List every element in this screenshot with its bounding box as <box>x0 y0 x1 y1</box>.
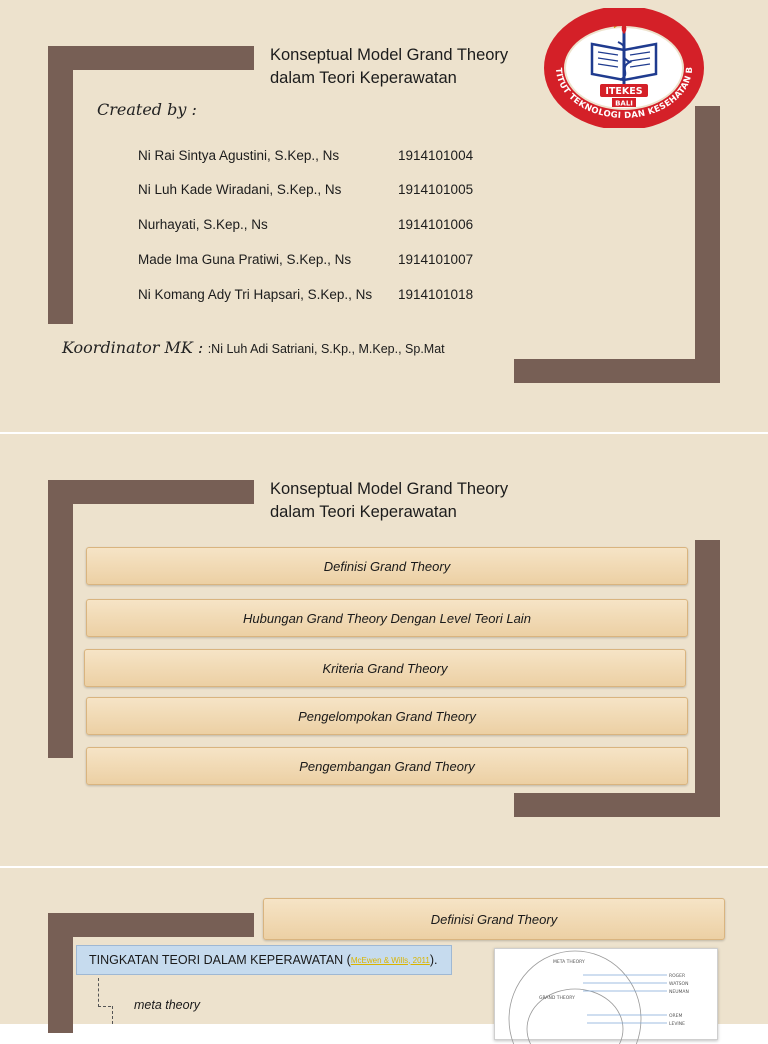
member-name: Made Ima Guna Pratiwi, S.Kep., Ns <box>138 252 352 267</box>
member-name: Ni Komang Ady Tri Hapsari, S.Kep., Ns <box>138 287 373 302</box>
member-nim: 1914101005 <box>398 182 474 197</box>
frame-bar-bottom <box>514 793 720 817</box>
menu-button-hubungan[interactable]: Hubungan Grand Theory Dengan Level Teori Lain <box>86 599 688 637</box>
title-line-2: dalam Teori Keperawatan <box>270 503 457 521</box>
member-row <box>138 148 538 163</box>
frame-bar-bottom <box>514 359 720 383</box>
frame-bar-right <box>695 106 720 383</box>
diagram-label-grand: GRAND THEORY <box>539 996 575 1001</box>
member-row <box>138 217 538 232</box>
frame-bar-left <box>48 480 73 758</box>
citation-link[interactable]: McEwen & Wills, 2011 <box>350 955 430 965</box>
frame-bar-left <box>48 46 73 324</box>
frame-bar-top <box>48 46 254 70</box>
logo-city: BALI <box>615 99 633 108</box>
title-line-1: Konseptual Model Grand Theory <box>270 480 509 498</box>
diagram-label-name: WATSON <box>669 982 689 987</box>
diagram-label-name: LEVINE <box>669 1022 685 1027</box>
member-name: Nurhayati, S.Kep., Ns <box>138 217 268 232</box>
title-line-1: Konseptual Model Grand Theory <box>270 46 509 64</box>
levels-diagram <box>494 948 718 1040</box>
diagram-label-meta: META THEORY <box>553 960 585 965</box>
member-nim: 1914101004 <box>398 148 474 163</box>
frame-bar-right <box>695 540 720 817</box>
member-nim: 1914101006 <box>398 217 474 232</box>
itekes-logo <box>540 8 708 128</box>
koordinator-name: :Ni Luh Adi Satriani, S.Kp., M.Kep., Sp.Mat <box>207 342 445 356</box>
menu-button-pengembangan[interactable]: Pengembangan Grand Theory <box>86 747 688 785</box>
member-nim: 1914101007 <box>398 252 474 267</box>
koordinator-label: Koordinator MK : <box>62 338 204 357</box>
menu-button-pengelompokan[interactable]: Pengelompokan Grand Theory <box>86 697 688 735</box>
tree-item-meta-theory: meta theory <box>134 998 201 1012</box>
tree-branch <box>112 1006 114 1024</box>
citation-open: ( <box>343 953 351 967</box>
member-row <box>138 287 538 302</box>
koordinator-line <box>62 338 445 358</box>
slide-cover <box>0 0 768 432</box>
tree-connector <box>98 978 111 1007</box>
member-row <box>138 182 538 197</box>
created-by-label: Created by : <box>97 100 197 119</box>
logo-ring-text: TITUT TEKNOLOGI DAN KESEHATAN B <box>552 66 696 122</box>
menu-button-definisi[interactable]: Definisi Grand Theory <box>86 547 688 585</box>
title-line-2: dalam Teori Keperawatan <box>270 69 457 87</box>
frame-bar-top <box>48 913 254 937</box>
frame-bar-left <box>48 913 73 1033</box>
frame-bar-top <box>48 480 254 504</box>
slide-outline <box>0 434 768 866</box>
slide-title <box>270 478 508 524</box>
subtitle-text: TINGKATAN TEORI DALAM KEPERAWATAN <box>89 953 344 967</box>
diagram-label-name: ROGER <box>669 974 686 979</box>
diagram-label-name: NEUMAN <box>669 990 689 995</box>
menu-button-kriteria[interactable]: Kriteria Grand Theory <box>84 649 686 687</box>
member-name: Ni Rai Sintya Agustini, S.Kep., Ns <box>138 148 340 163</box>
member-name: Ni Luh Kade Wiradani, S.Kep., Ns <box>138 182 342 197</box>
slide-title <box>270 44 508 90</box>
diagram-label-name: OREM <box>669 1014 683 1019</box>
header-definisi-grand-theory[interactable]: Definisi Grand Theory <box>263 898 725 940</box>
logo-acronym: ITEKES <box>605 86 643 97</box>
member-row <box>138 252 538 267</box>
slide-definisi <box>0 868 768 1027</box>
member-nim: 1914101018 <box>398 287 474 302</box>
levels-diagram-icon <box>495 949 717 1039</box>
subtitle-box <box>76 945 452 975</box>
itekes-logo-icon <box>540 8 708 128</box>
citation-close: ). <box>429 953 438 967</box>
